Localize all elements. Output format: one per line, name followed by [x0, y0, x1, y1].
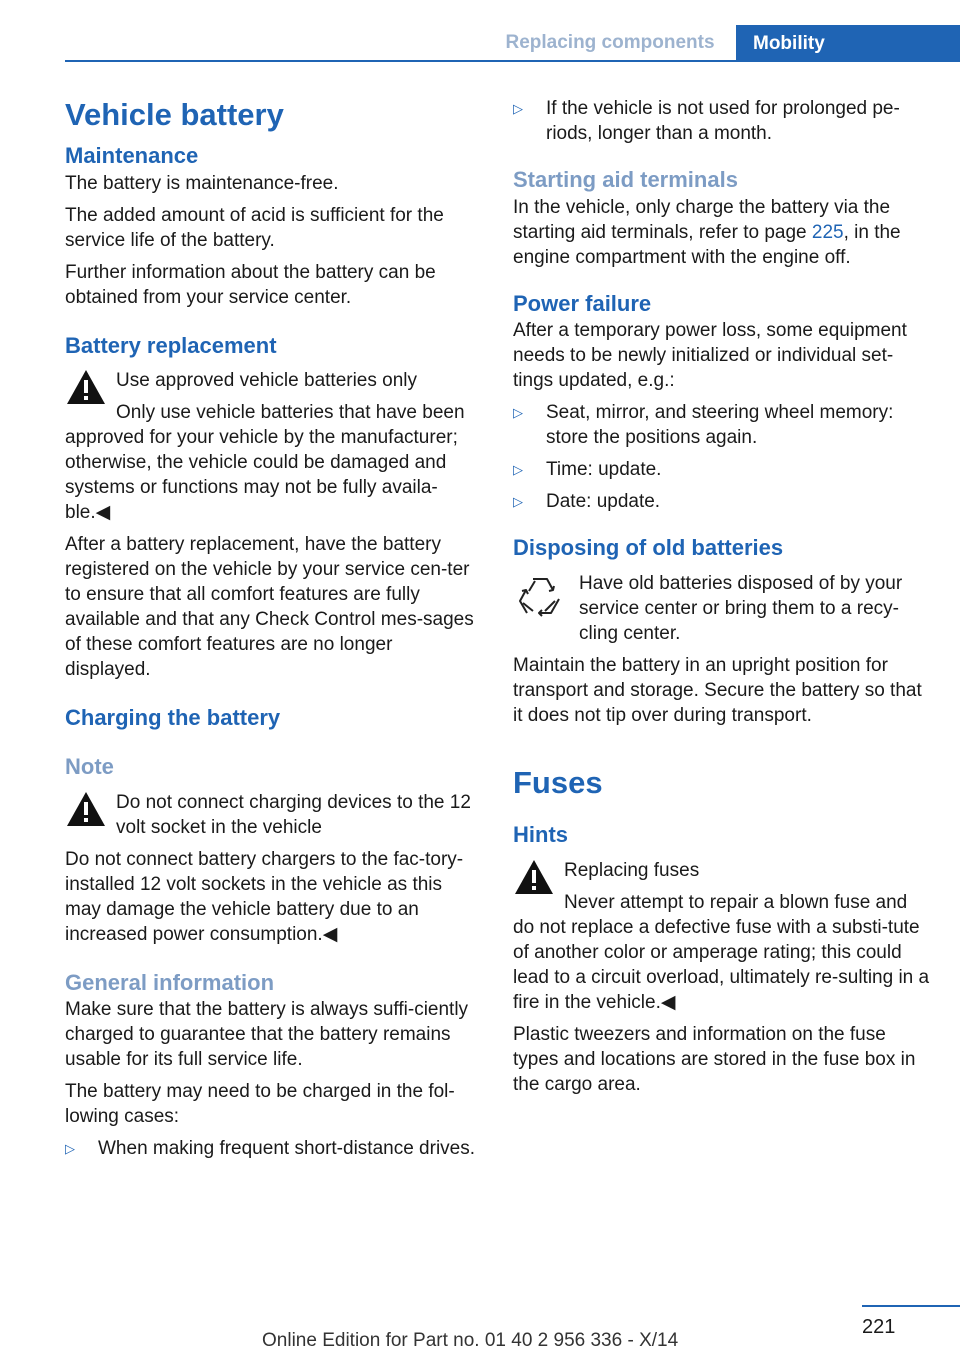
- page-number: 221: [862, 1316, 896, 1338]
- fuses-warning-title: Replacing fuses: [564, 859, 700, 881]
- list-item: [65, 1136, 480, 1161]
- header-chapter-tab: Mobility: [736, 25, 960, 62]
- list-item-text: Time: update.: [546, 459, 662, 481]
- list-item: [513, 489, 930, 514]
- edition-footer: Online Edition for Part no. 01 40 2 956 336 - X/14: [262, 1330, 679, 1351]
- list-item-text: If the vehicle is not used for prolonged pe-riods, longer than a month.: [546, 98, 900, 144]
- replacement-warning: [65, 368, 480, 525]
- warning-triangle-icon: [513, 858, 555, 896]
- triangle-bullet-icon: ▷: [513, 101, 523, 116]
- triangle-bullet-icon: ▷: [513, 405, 523, 421]
- starting-aid-terminals-heading: Starting aid terminals: [513, 167, 738, 192]
- disposing-heading: Disposing of old batteries: [513, 535, 784, 561]
- warning-triangle-icon: [65, 368, 107, 406]
- list-item: [513, 400, 930, 450]
- charging-cases-list-continued: [513, 96, 930, 146]
- replacement-paragraph: After a battery replacement, have the battery registered on the vehicle by your service cen-ter to ensure that all comfort features are fully available and that any Check Control mes-sages of these comfort features are no longer displayed.: [65, 534, 474, 681]
- list-item-text: Date: update.: [546, 491, 661, 513]
- general-information-heading: General information: [65, 969, 275, 995]
- maintenance-paragraph-2: The added amount of acid is sufficient for the service life of the battery.: [65, 204, 444, 251]
- header-rule: [65, 60, 960, 62]
- battery-replacement-heading: Battery replacement: [65, 332, 277, 358]
- list-item: [513, 457, 930, 482]
- charging-cases-list: [65, 1136, 480, 1161]
- triangle-bullet-icon: ▷: [513, 494, 523, 510]
- left-column: [65, 96, 480, 1168]
- recycle-text: Have old batteries disposed of by your service center or bring them to a recy-cling center.: [579, 572, 903, 644]
- note-warning-title: Do not connect charging devices to the 12 volt socket in the vehicle: [116, 791, 471, 838]
- replacement-warning-title: Use approved vehicle batteries only: [116, 370, 418, 392]
- list-item: [513, 96, 930, 146]
- power-failure-list: [513, 400, 930, 514]
- page-title: Vehicle battery: [65, 97, 284, 132]
- maintenance-paragraph-1: The battery is maintenance-free.: [65, 172, 339, 194]
- fuses-warning: [513, 858, 930, 1015]
- maintenance-heading: Maintenance: [65, 143, 199, 169]
- list-item-text: When making frequent short-distance drives.: [98, 1138, 476, 1160]
- general-paragraph-1: Make sure that the battery is always suffi-ciently charged to guarantee that the battery remains usable for its full service life.: [65, 999, 469, 1071]
- power-failure-paragraph: After a temporary power loss, some equipment needs to be newly initialized or individual set-tings updated, e.g.:: [513, 320, 907, 392]
- right-column: [513, 96, 930, 1104]
- disposing-paragraph: Maintain the battery in an upright position for transport and storage. Secure the battery so that it does not tip over during transport.: [513, 654, 922, 726]
- recycle-icon: [513, 571, 567, 625]
- warning-triangle-icon: [65, 790, 107, 828]
- terminals-paragraph: [513, 195, 930, 270]
- fuses-paragraph: Plastic tweezers and information on the fuse types and locations are stored in the fuse box in the cargo area.: [513, 1023, 916, 1095]
- header-section-tab: Replacing components: [505, 32, 715, 53]
- general-paragraph-2: The battery may need to be charged in the fol-lowing cases:: [65, 1081, 455, 1128]
- charging-heading: Charging the battery: [65, 705, 281, 731]
- triangle-bullet-icon: ▷: [65, 1141, 75, 1157]
- terminals-text: In the vehicle, only charge the battery via the starting aid terminals, refer to page: [513, 196, 891, 243]
- footer-rule: [862, 1305, 960, 1307]
- recycle-notice: [513, 571, 930, 646]
- terminals-text-end: , in the engine compartment with the engine off.: [513, 221, 901, 268]
- fuses-title: Fuses: [513, 764, 603, 800]
- list-item-text: Seat, mirror, and steering wheel memory: store the positions again.: [546, 402, 894, 449]
- maintenance-paragraph-3: Further information about the battery can be obtained from your service center.: [65, 261, 436, 308]
- replacement-warning-body: Only use vehicle batteries that have been approved for your vehicle by the manufacturer; otherwise, the vehicle could be damaged and systems or functions may not be fully availa-ble.◀: [65, 402, 465, 524]
- hints-heading: Hints: [513, 821, 568, 847]
- fuses-warning-body: Never attempt to repair a blown fuse and do not replace a defective fuse with a substi-tute of another color or amperage rating; this could lead to a circuit overload, ultimately re-sulting in a fire in the vehicle.◀: [513, 891, 930, 1013]
- page-reference-link[interactable]: 225: [811, 221, 844, 243]
- note-warning: [65, 790, 480, 947]
- triangle-bullet-icon: ▷: [513, 462, 523, 478]
- note-warning-body: Do not connect battery chargers to the fac-tory-installed 12 volt sockets in the vehicle as this may damage the vehicle battery due to an increased power consumption.◀: [65, 848, 464, 945]
- note-heading: Note: [65, 753, 114, 779]
- power-failure-heading: Power failure: [513, 290, 652, 316]
